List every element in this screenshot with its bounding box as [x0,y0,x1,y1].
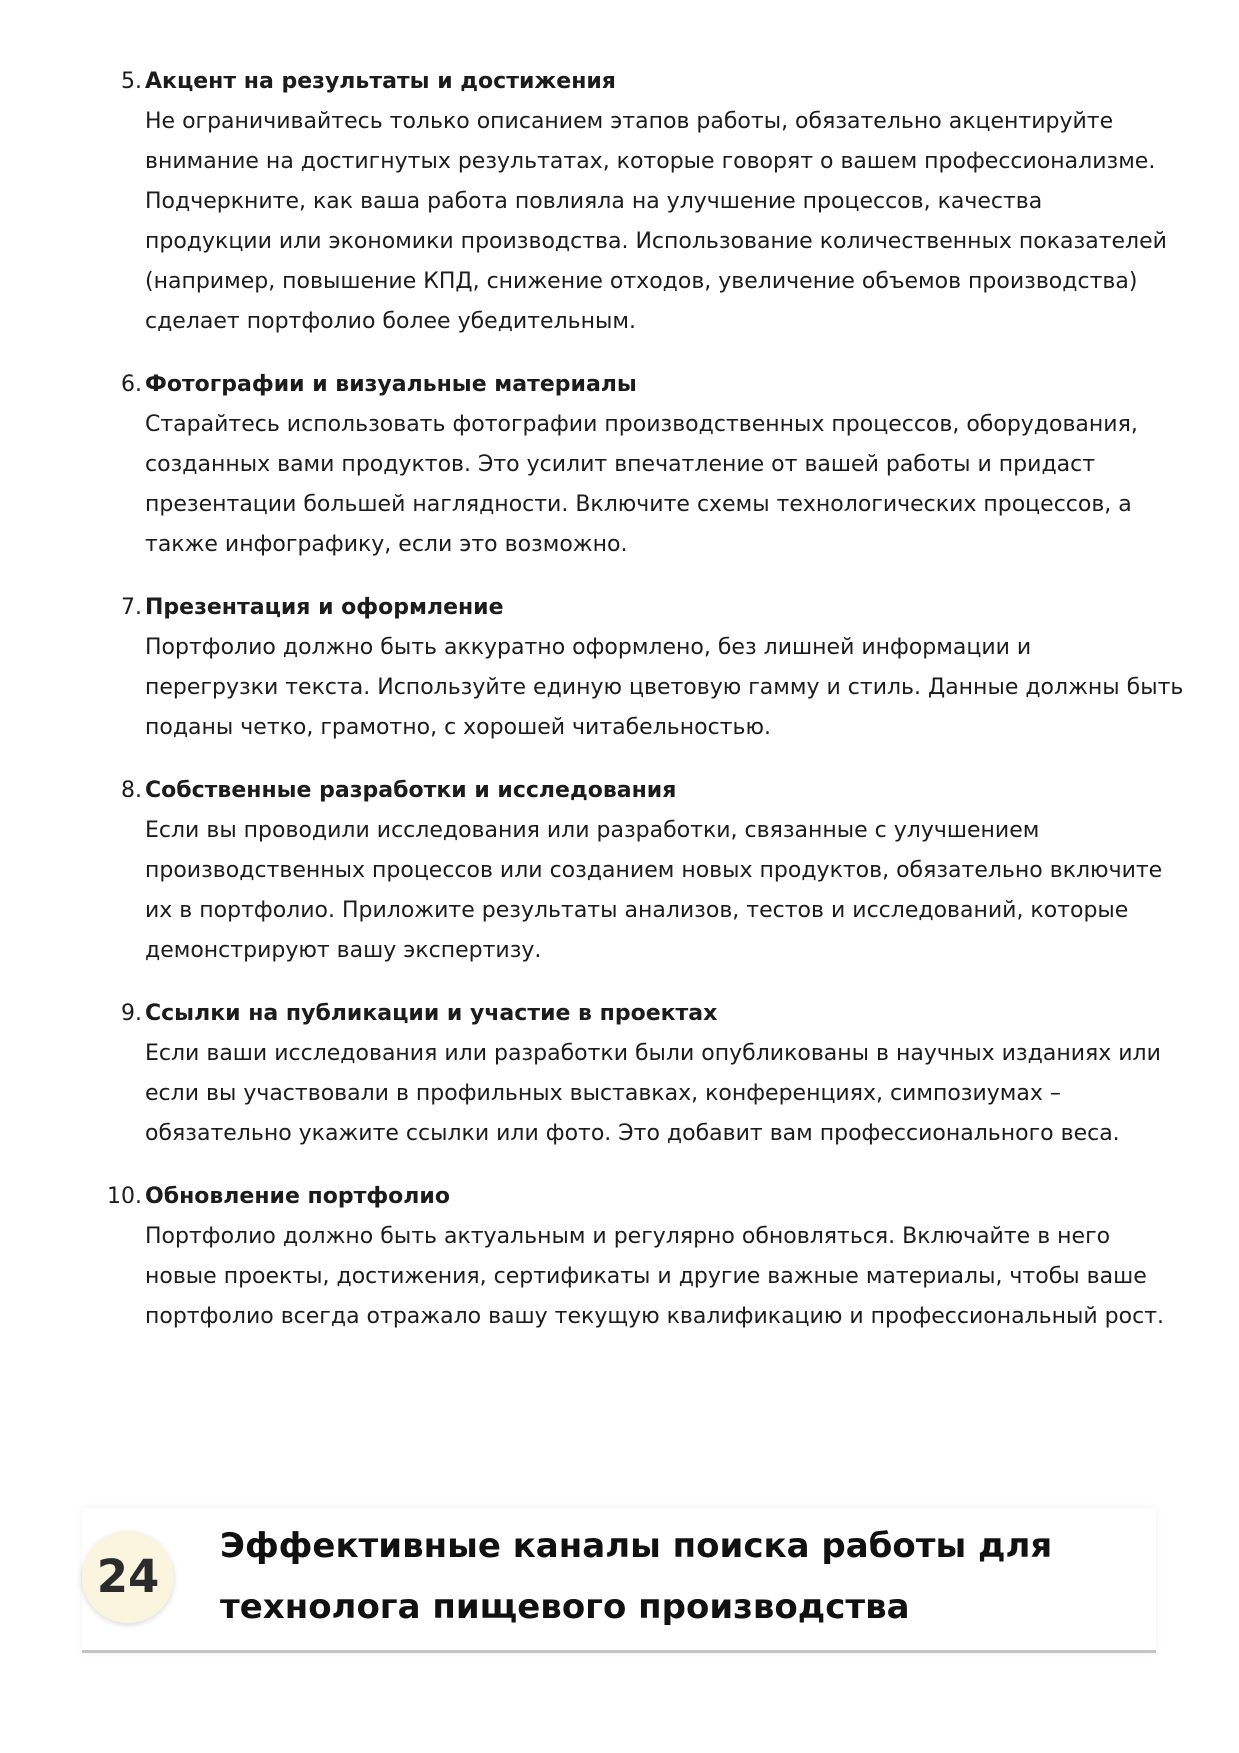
item-text-line: производственных процессов или созданием новых продуктов, обязательно включите [145,858,1163,883]
item-number: 10. [107,1184,142,1209]
item-text-line: Старайтесь использовать фотографии производственных процессов, оборудования, [145,412,1138,437]
item-text-line: новые проекты, достижения, сертификаты и другие важные материалы, чтобы ваше [145,1264,1147,1289]
item-text-line: Не ограничивайтесь только описанием этапов работы, обязательно акцентируйте [145,109,1114,134]
section-title-line: Эффективные каналы поиска работы для [220,1526,1053,1566]
numbered-list [0,62,1239,1360]
list-item-6 [0,365,1239,565]
item-text-line: поданы четко, грамотно, с хорошей читабельностью. [145,715,771,740]
item-title: Презентация и оформление [145,595,504,620]
item-text [145,811,1163,971]
item-number: 9. [121,1001,142,1026]
item-text [145,1034,1161,1154]
item-title: Акцент на результаты и достижения [145,69,616,94]
item-text-line: Портфолио должно быть аккуратно оформлено, без лишней информации и [145,635,1032,660]
item-text [145,405,1155,565]
item-title: Фотографии и визуальные материалы [145,372,637,397]
item-text [145,1217,1165,1337]
item-text-line: Если ваши исследования или разработки были опубликованы в научных изданиях или [145,1041,1161,1066]
item-text-line: продукции или экономики производства. Использование количественных показателей [145,229,1167,254]
item-text-line: презентации большей наглядности. Включите схемы технологических процессов, а [145,492,1132,517]
item-number: 5. [121,69,142,94]
section-number-badge: 24 [82,1531,174,1623]
item-number: 8. [121,778,142,803]
item-title: Ссылки на публикации и участие в проектах [145,1001,718,1026]
list-item-7 [0,588,1239,748]
item-text-line: сделает портфолио более убедительным. [145,309,636,334]
item-text-line: если вы участвовали в профильных выставках, конференциях, симпозиумах – [145,1081,1061,1106]
item-text-line: перегрузки текста. Используйте единую цветовую гамму и стиль. Данные должны быть [145,675,1184,700]
item-text-line: созданных вами продуктов. Это усилит впечатление от вашей работы и придаст [145,452,1096,477]
item-number: 7. [121,595,142,620]
item-title: Обновление портфолио [145,1184,450,1209]
item-text-line: их в портфолио. Приложите результаты анализов, тестов и исследований, которые [145,898,1129,923]
list-item-10 [0,1177,1239,1337]
item-text-line: Подчеркните, как ваша работа повлияла на улучшение процессов, качества [145,189,1043,214]
list-item-8 [0,771,1239,971]
item-text-line: портфолио всегда отражало вашу текущую квалификацию и профессиональный рост. [145,1304,1165,1329]
item-text-line: Если вы проводили исследования или разработки, связанные с улучшением [145,818,1040,843]
item-number: 6. [121,372,142,397]
section-title-line: технолога пищевого производства [220,1587,910,1627]
item-title: Собственные разработки и исследования [145,778,677,803]
item-text [145,102,1167,342]
section-title [220,1516,1052,1638]
list-item-5 [0,62,1239,342]
item-text-line: демонстрируют вашу экспертизу. [145,938,542,963]
section-header [82,1508,1156,1653]
item-text-line: обязательно укажите ссылки или фото. Это добавит вам профессионального веса. [145,1121,1120,1146]
list-item-9 [0,994,1239,1154]
item-text-line: внимание на достигнутых результатах, которые говорят о вашем профессионализме. [145,149,1156,174]
item-text-line: Портфолио должно быть актуальным и регулярно обновляться. Включайте в него [145,1224,1111,1249]
item-text [145,628,1184,748]
item-text-line: (например, повышение КПД, снижение отходов, увеличение объемов производства) [145,269,1138,294]
item-text-line: также инфографику, если это возможно. [145,532,628,557]
